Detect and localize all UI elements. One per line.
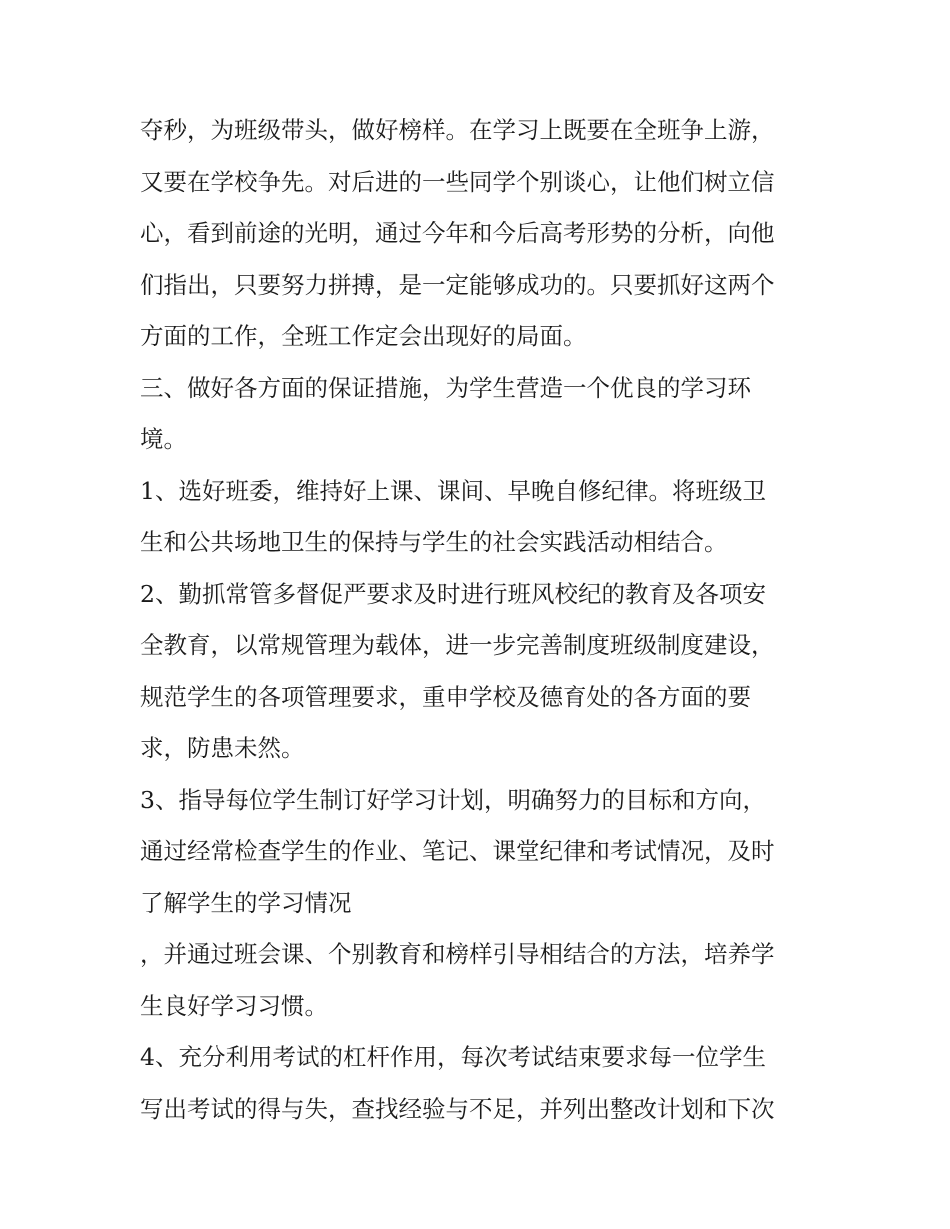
text-line: 生良好学习习惯。 (140, 991, 328, 1020)
text-line: 规范学生的各项管理要求，重申学校及德育处的各方面的要 (140, 682, 751, 711)
text-line: 方面的工作，全班工作定会出现好的局面。 (140, 322, 587, 350)
text-line: 全教育，以常规管理为载体，进一步完善制度班级制度建设， (140, 631, 775, 659)
text-line: 心，看到前途的光明，通过今年和今后高考形势的分析，向他 (140, 219, 775, 247)
text-line: 通过经常检查学生的作业、笔记、课堂纪律和考试情况，及时 (140, 837, 775, 865)
text-line: ，并通过班会课、个别教育和榜样引导相结合的方法，培养学 (140, 940, 775, 968)
text-line: 生和公共场地卫生的保持与学生的社会实践活动相结合。 (140, 528, 728, 556)
text-line: 写出考试的得与失，查找经验与不足，并列出整改计划和下次 (140, 1094, 775, 1123)
list-item-1: 1、选好班委，维持好上课、课间、早晚自修纪律。将班级卫 (140, 476, 766, 505)
text-line: 夺秒，为班级带头，做好榜样。在学习上既要在全班争上游， (140, 116, 775, 144)
list-item-3: 3、指导每位学生制订好学习计划，明确努力的目标和方向， (140, 785, 766, 814)
text-line: 又要在学校争先。对后进的一些同学个别谈心，让他们树立信 (140, 167, 775, 196)
text-line: 求，防患未然。 (140, 734, 305, 762)
list-item-4: 4、充分利用考试的杠杆作用，每次考试结束要求每一位学生 (140, 1043, 766, 1071)
document-body (140, 105, 815, 1135)
section-heading: 三、做好各方面的保证措施，为学生营造一个优良的学习环 (140, 373, 751, 402)
section-heading-continued: 境。 (140, 425, 187, 453)
list-item-2: 2、勤抓常管多督促严要求及时进行班风校纪的教育及各项安 (140, 579, 766, 608)
text-line: 了解学生的学习情况 (140, 888, 352, 917)
text-line: 们指出，只要努力拼搏，是一定能够成功的。只要抓好这两个 (140, 270, 775, 299)
